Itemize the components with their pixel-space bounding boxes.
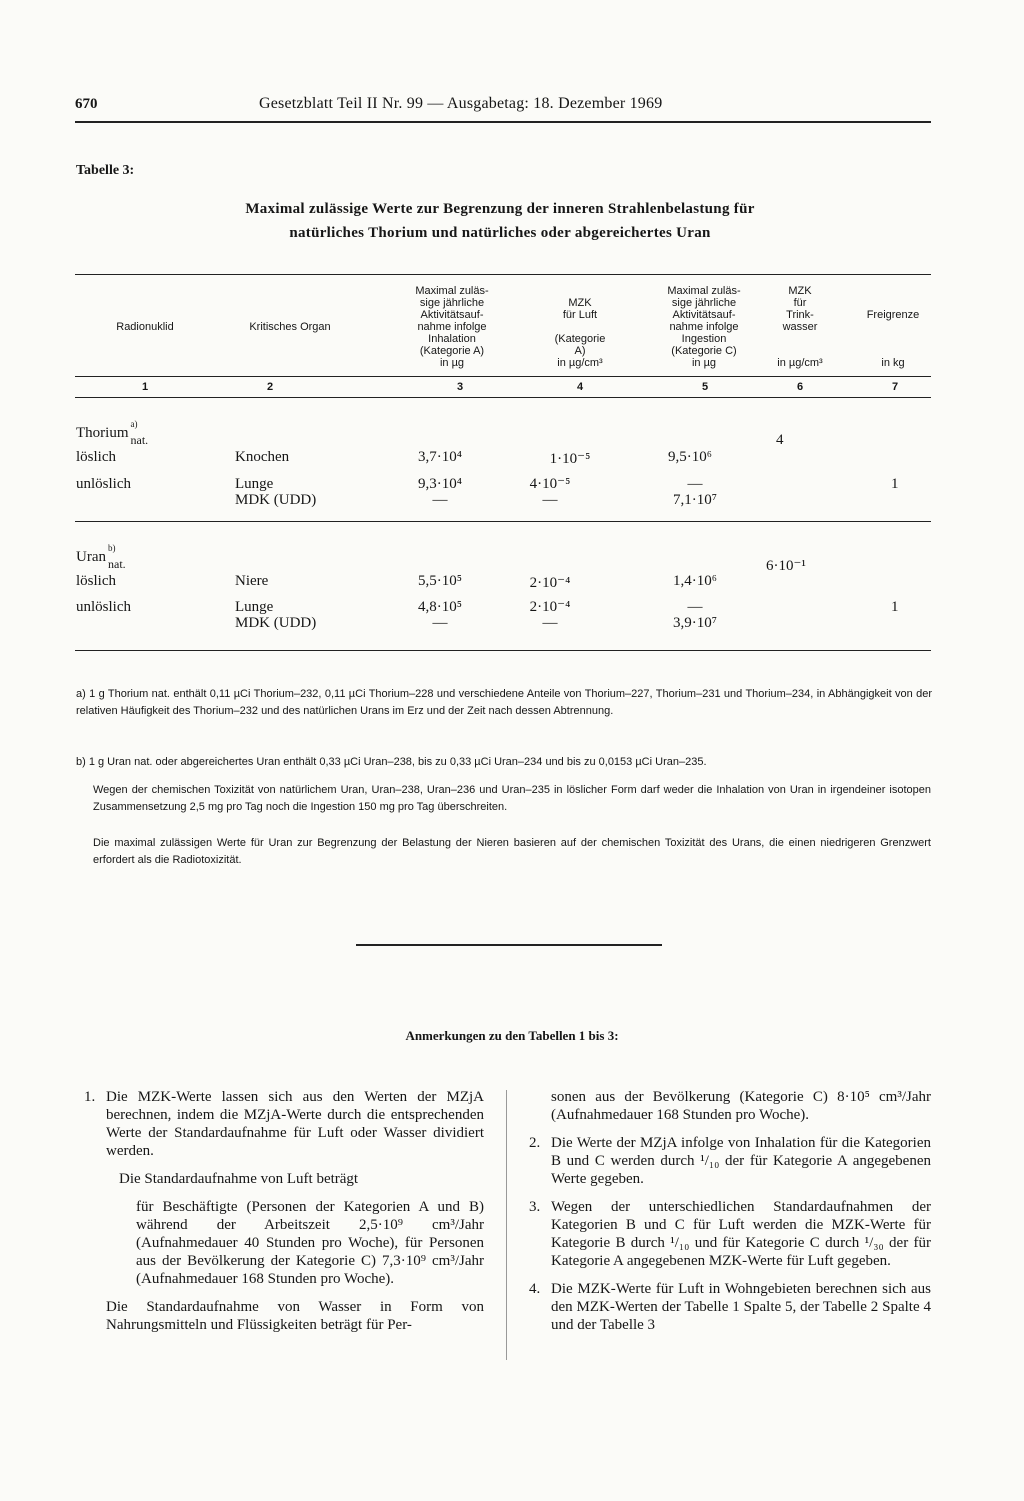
item-number: 1.: [84, 1089, 96, 1105]
table-label: Tabelle 3:: [76, 163, 135, 178]
note-item-4: Die MZK-Werte für Luft in Wohngebieten berechnen sich aus den MZK-Werten der Tabelle 1 Spalte 5, der Tabelle 2 Spalte 4 und der Tabelle 3: [551, 1281, 931, 1333]
table-bottom-rule: [75, 650, 931, 651]
row-label: unlöslich: [76, 476, 131, 492]
cell-col7: 1: [891, 599, 899, 615]
footnote-marker: b): [108, 543, 116, 553]
luft-intro: Die Standardaufnahme von Luft beträgt: [119, 1171, 359, 1187]
table-group-rule: [75, 521, 931, 522]
table-number-rule: [75, 397, 931, 398]
cell-col5: — 3,9·10⁷: [673, 599, 717, 631]
cell-col5: — 7,1·10⁷: [673, 476, 717, 508]
col-header-mzk-trinkwasser: MZK für Trink- wasser in µg/cm³: [777, 285, 823, 369]
page-number: 670: [75, 96, 98, 112]
wasser-text: Die Standardaufnahme von Wasser in Form von Nahrungsmitteln und Flüssigkeiten beträgt für Per-: [106, 1299, 484, 1333]
item-number: 2.: [529, 1135, 541, 1151]
col-number: 3: [456, 381, 464, 393]
cell-col4: 1·10⁻⁵: [549, 451, 591, 467]
cell-col7: 1: [891, 476, 899, 492]
row-label: löslich: [76, 573, 116, 589]
notes-right-column: [529, 1088, 931, 1344]
table-header-rule: [75, 376, 931, 377]
row-label: unlöslich: [76, 599, 131, 615]
row-label: löslich: [76, 449, 116, 465]
footnote-b: b) 1 g Uran nat. oder abgereichertes Uran enthält 0,33 µCi Uran–238, bis zu 0,33 µCi Uran–234 und bis zu 0,0153 µCi Uran–235.: [76, 756, 707, 768]
footnote-a: a) 1 g Thorium nat. enthält 0,11 µCi Thorium–232, 0,11 µCi Thorium–228 und verschiedene Anteile von Thorium–227, Thorium–231 und Thorium–234, in Abhängigkeit von der relativen Häufigkeit des Thorium–232 und des natürlichen Urans im Erz und der Zeit nach dessen Abtrennung.: [76, 688, 932, 717]
footnote-b-kidney: Die maximal zulässigen Werte für Uran zur Begrenzung der Belastung der Nieren basieren auf der chemischen Toxizität des Urans, die einen niedrigeren Grenzwert erfordert als die Radiotoxizität.: [93, 837, 931, 866]
wasser-continued: sonen aus der Bevölkerung (Kategorie C) 8·10⁵ cm³/Jahr (Aufnahmedauer 168 Stunden pro Woche).: [551, 1089, 931, 1123]
cell-col3: 4,8·10⁵ —: [418, 599, 462, 631]
cell-organ: Lunge MDK (UDD): [235, 476, 317, 508]
col-number: 1: [141, 381, 149, 393]
table-title-line-2: natürliches Thorium und natürliches oder abgereichertes Uran: [289, 225, 711, 241]
cell-col4: 2·10⁻⁴: [529, 575, 571, 591]
footnote-b-toxicity: Wegen der chemischen Toxizität von natürlichem Uran, Uran–238, Uran–236 und Uran–235 in löslicher Form darf weder die Inhalation von Uran in irgendeiner isotopen Zusammensetzung 2,5 mg pro Tag noch die Ingestion 150 mg pro Tag überschreiten.: [93, 784, 931, 813]
item-number: 3.: [529, 1199, 541, 1215]
running-header: Gesetzblatt Teil II Nr. 99 — Ausgabetag: 18. Dezember 1969: [259, 95, 663, 112]
footnote-marker: a): [130, 419, 138, 429]
table-title-line-1: Maximal zulässige Werte zur Begrenzung der inneren Strahlenbelastung für: [245, 201, 755, 217]
col-header-inhalation: Maximal zuläs- sige jährliche Aktivitätsauf- nahme infolge Inhalation (Kategorie A) in µg: [415, 285, 489, 369]
col-number: 5: [701, 381, 709, 393]
col-header-mzk-luft: MZK für Luft (Kategorie A) in µg/cm³: [554, 297, 606, 369]
nuclide-name: Thorium a) nat.: [76, 419, 149, 447]
cell-col5: 9,5·10⁶: [668, 449, 712, 465]
note-item-1: Die MZK-Werte lassen sich aus den Werten der MZjA berechnen, indem die MZjA-Werte durch die entsprechenden Werte der Standardaufnahme für Luft oder Wasser dividiert werden.: [106, 1089, 484, 1159]
notes-left-column: [84, 1088, 484, 1344]
column-divider: [506, 1090, 507, 1360]
luft-detail: für Beschäftigte (Personen der Kategorien A und B) während der Arbeitszeit 2,5·10⁹ cm³/Jahr (Aufnahmedauer 40 Stunden pro Woche), für Personen aus der Bevölkerung der Kategorie C) 7,3·10⁹ cm³/Jahr (Aufnahmedauer 168 Stunden pro Woche).: [136, 1199, 484, 1287]
header-rule: [75, 121, 931, 123]
cell-col5: 1,4·10⁶: [673, 573, 717, 589]
col-number: 6: [796, 381, 804, 393]
item-number: 4.: [529, 1281, 541, 1297]
cell-col3: 9,3·10⁴ —: [418, 476, 462, 508]
nuclide-name: Uran b) nat.: [76, 543, 126, 571]
cell-organ: Lunge MDK (UDD): [235, 599, 317, 631]
note-item-3: Wegen der unterschiedlichen Standardaufnahmen der Kategorien B und C für Luft werden die MZK-Werte für Kategorie B durch ¹/₁₀ und für Kategorie C durch ¹/₃₀ der für Kategorie A angegebenen MZK-Werte für Luft gegeben.: [551, 1199, 931, 1269]
cell-col3: 3,7·10⁴: [418, 449, 462, 465]
col-header-freigrenze: Freigrenze in kg: [866, 309, 920, 369]
section-separator: [356, 944, 662, 946]
cell-col3: 5,5·10⁵: [418, 573, 462, 589]
cell-organ: Knochen: [235, 449, 290, 465]
table-top-rule: [75, 274, 931, 275]
cell-col4: 4·10⁻⁵ —: [529, 476, 571, 508]
notes-heading: Anmerkungen zu den Tabellen 1 bis 3:: [405, 1028, 619, 1043]
cell-col4: 2·10⁻⁴ —: [529, 599, 571, 631]
col-number: 2: [266, 381, 274, 393]
cell-col6: 6·10⁻¹: [766, 558, 806, 574]
cell-col6: 4: [776, 432, 784, 448]
col-number: 4: [576, 381, 584, 393]
col-header-organ: Kritisches Organ: [249, 321, 331, 333]
col-header-radionuklid: Radionuklid: [116, 321, 174, 333]
note-item-2: Die Werte der MZjA infolge von Inhalation für die Kategorien B und C werden durch ¹/₁₀ der für Kategorie A angegebenen Werte gegeben.: [551, 1135, 931, 1187]
cell-organ: Niere: [235, 573, 269, 589]
col-header-ingestion: Maximal zuläs- sige jährliche Aktivitätsauf- nahme infolge Ingestion (Kategorie C) in µg: [667, 285, 741, 369]
col-number: 7: [891, 381, 899, 393]
